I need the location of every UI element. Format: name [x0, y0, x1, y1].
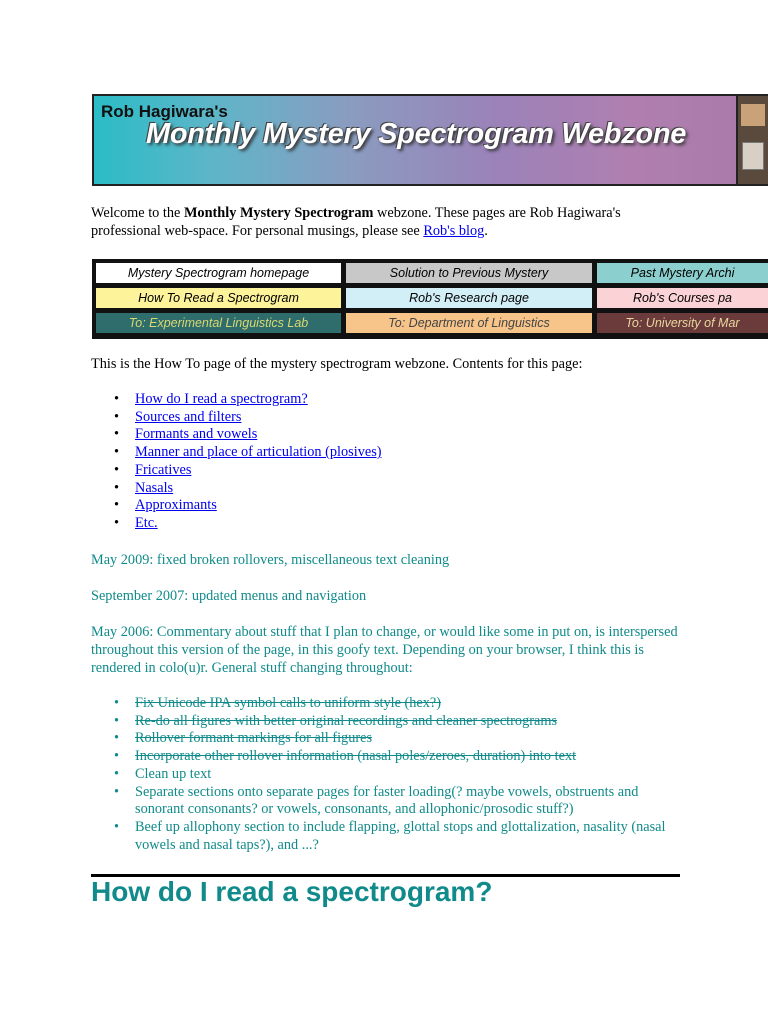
robs-blog-link[interactable]: Rob's blog	[423, 223, 485, 239]
contents-link-etc[interactable]: Etc.	[135, 514, 158, 531]
contents-link-nasals[interactable]: Nasals	[135, 479, 174, 496]
contents-list	[91, 391, 382, 533]
todo-text: Incorporate other rollover information (nasal poles/zeroes, duration) into text	[135, 748, 577, 765]
bullet-icon: •	[114, 730, 120, 747]
todo-text: Re-do all figures with better original recordings and cleaner spectrograms	[135, 712, 558, 729]
bullet-icon: •	[114, 461, 120, 478]
photo-detail	[741, 104, 765, 126]
list-item	[91, 819, 681, 854]
intro-bold: Monthly Mystery Spectrogram	[183, 205, 374, 221]
nav-mystery-homepage[interactable]: Mystery Spectrogram homepage	[96, 263, 341, 283]
nav-past-archive[interactable]: Past Mystery Archi	[597, 263, 768, 283]
intro-paragraph	[91, 204, 691, 240]
list-item	[91, 515, 382, 533]
list-item	[91, 497, 382, 515]
nav-university[interactable]: To: University of Mar	[597, 313, 768, 333]
bullet-icon: •	[114, 695, 120, 711]
contents-link-formants[interactable]: Formants and vowels	[135, 426, 258, 443]
todo-text: Clean up text	[135, 765, 212, 782]
intro-text-mid: webzone. These pages are Rob Hagiwara's professional web-space. For personal musings, please see	[91, 205, 621, 239]
site-banner	[92, 94, 768, 186]
bullet-icon: •	[114, 408, 120, 425]
contents-link-manner[interactable]: Manner and place of articulation (plosives)	[135, 444, 382, 461]
bullet-icon: •	[114, 765, 120, 782]
update-may-2009: May 2009: fixed broken rollovers, miscellaneous text cleaning	[91, 552, 450, 568]
list-item	[91, 462, 382, 480]
contents-link-spectrogram[interactable]: How do I read a spectrogram?	[135, 391, 308, 407]
todo-text: Beef up allophony section to include flapping, glottal stops and glottalization, nasality (nasal vowels and nasal taps?), and ...?	[135, 818, 666, 853]
list-item	[91, 784, 681, 819]
bullet-icon: •	[114, 479, 120, 496]
list-item	[91, 713, 681, 731]
contents-link-approximants[interactable]: Approximants	[135, 497, 217, 514]
todo-text: Separate sections onto separate pages for faster loading(? maybe vowels, obstruents and sonorant consonants? or vowels, consonants, and allophonic/prosodic stuff?)	[135, 783, 639, 818]
banner-title: Monthly Mystery Spectrogram Webzone	[146, 118, 687, 150]
list-item	[91, 766, 681, 784]
section-heading: How do I read a spectrogram?	[91, 876, 493, 907]
banner-photo	[736, 96, 768, 184]
intro-text-post: .	[484, 223, 488, 239]
contents-link-fricatives[interactable]: Fricatives	[135, 461, 192, 478]
todo-text: Rollover formant markings for all figures	[135, 730, 373, 747]
todo-text: Fix Unicode IPA symbol calls to uniform style (hex?)	[135, 695, 442, 711]
bullet-icon: •	[114, 426, 120, 443]
todo-list	[91, 695, 681, 854]
update-sep-2007: September 2007: updated menus and navigation	[91, 588, 367, 604]
bullet-icon: •	[114, 514, 120, 531]
list-item	[91, 730, 681, 748]
bullet-icon: •	[114, 444, 120, 461]
list-item	[91, 480, 382, 498]
howto-intro: This is the How To page of the mystery spectrogram webzone. Contents for this page:	[91, 356, 583, 372]
bullet-icon: •	[114, 391, 120, 407]
list-item	[91, 444, 382, 462]
bullet-icon: •	[114, 497, 120, 514]
update-may-2006: May 2006: Commentary about stuff that I plan to change, or would like some in put on, is interspersed throughout this version of the page, in this goofy text. Depending on your browser, I think this is rendered in colo(u)r. General stuff changing throughout:	[91, 624, 678, 676]
nav-exp-ling-lab[interactable]: To: Experimental Linguistics Lab	[96, 313, 341, 333]
nav-research-page[interactable]: Rob's Research page	[346, 288, 592, 308]
list-item	[91, 426, 382, 444]
nav-how-to-read[interactable]: How To Read a Spectrogram	[96, 288, 341, 308]
list-item	[91, 695, 681, 713]
bullet-icon: •	[114, 712, 120, 729]
list-item	[91, 391, 382, 409]
bullet-icon: •	[114, 818, 120, 835]
photo-detail-2	[742, 142, 764, 170]
nav-courses-page[interactable]: Rob's Courses pa	[597, 288, 768, 308]
list-item	[91, 409, 382, 427]
bullet-icon: •	[114, 783, 120, 800]
intro-text-pre: Welcome to the	[91, 205, 184, 221]
banner-author: Rob Hagiwara's	[101, 102, 228, 121]
nav-solution-previous[interactable]: Solution to Previous Mystery	[346, 263, 592, 283]
nav-menu	[92, 259, 768, 339]
bullet-icon: •	[114, 748, 120, 765]
contents-link-sources[interactable]: Sources and filters	[135, 408, 242, 425]
list-item	[91, 748, 681, 766]
nav-dept-linguistics[interactable]: To: Department of Linguistics	[346, 313, 592, 333]
